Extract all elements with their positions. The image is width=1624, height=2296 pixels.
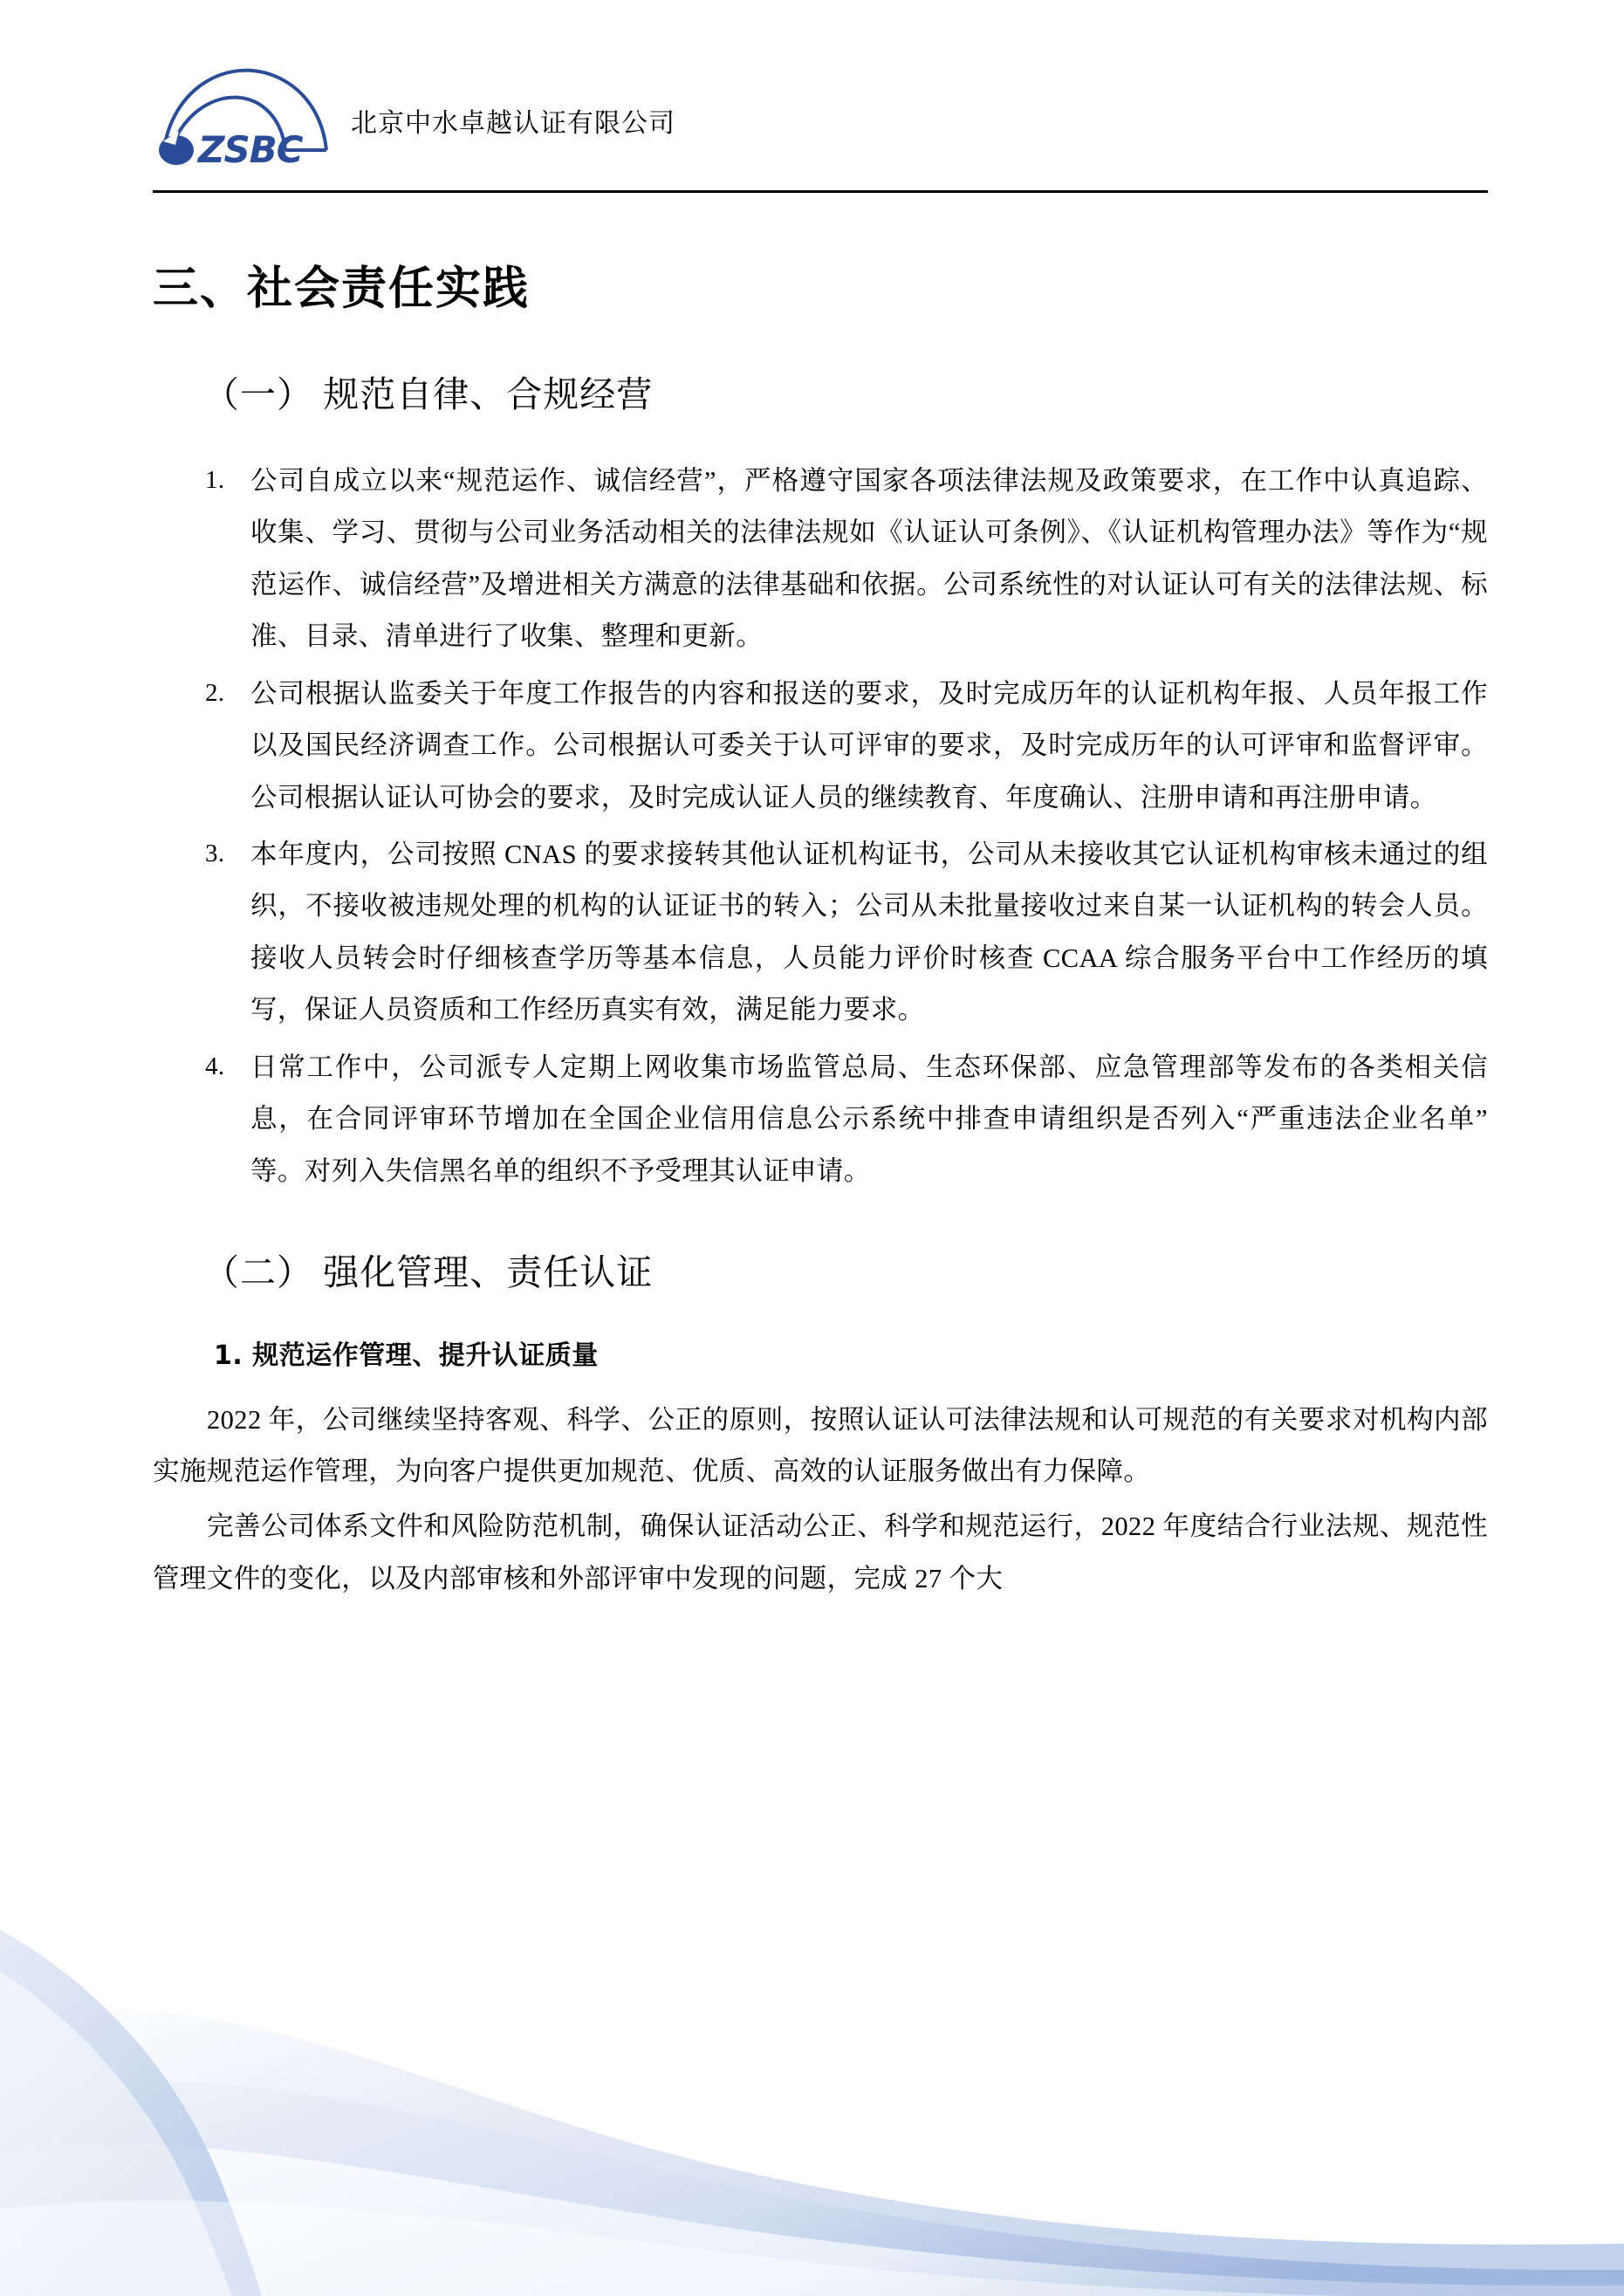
subsection-heading-1: （一） 规范自律、合规经营 bbox=[203, 374, 654, 415]
list-item-text: 日常工作中，公司派专人定期上网收集市场监管总局、生态环保部、应急管理部等发布的各类相关信息，在合同评审环节增加在全国企业信用信息公示系统中排查申请组织是否列入“严重违法企业名单”等。对列入失信黑名单的组织不予受理其认证申请。 bbox=[250, 1052, 1488, 1186]
header-divider bbox=[153, 190, 1488, 193]
list-item bbox=[153, 829, 1488, 1037]
page-title: 三、社会责任实践 bbox=[153, 263, 531, 315]
document-content bbox=[153, 262, 1488, 1608]
subsection-heading-2: （二） 强化管理、责任认证 bbox=[203, 1252, 654, 1293]
list-item-text: 公司根据认监委关于年度工作报告的内容和报送的要求，及时完成历年的认证机构年报、人员年报工作以及国民经济调查工作。公司根据认可委关于认可评审的要求，及时完成历年的认可评审和监督评审。公司根据认证认可协会的要求，及时完成认证人员的继续教育、年度确认、注册申请和再注册申请。 bbox=[250, 678, 1488, 812]
list-item bbox=[153, 456, 1488, 663]
company-name: 北京中水卓越认证有限公司 bbox=[351, 108, 675, 139]
decorative-wave-graphic bbox=[0, 1755, 1624, 2296]
body-paragraph: 2022 年，公司继续坚持客观、科学、公正的原则，按照认证认可法律法规和认可规范的有关要求对机构内部实施规范运作管理，为向客户提供更加规范、优质、高效的认证服务做出有力保障。 bbox=[153, 1404, 1488, 1487]
list-item bbox=[153, 1042, 1488, 1197]
body-paragraph: 完善公司体系文件和风险防范机制，确保认证活动公正、科学和规范运行，2022 年度结合行业法规、规范性管理文件的变化，以及内部审核和外部评审中发现的问题，完成 27 个大 bbox=[153, 1511, 1488, 1593]
subsection-2-item-heading: 1. 规范运作管理、提升认证质量 bbox=[214, 1340, 599, 1371]
numbered-list-1 bbox=[153, 456, 1488, 1198]
company-logo bbox=[153, 44, 340, 166]
list-marker: 1. bbox=[205, 465, 225, 494]
list-item-text: 公司自成立以来“规范运作、诚信经营”，严格遵守国家各项法律法规及政策要求，在工作中认真追踪、收集、学习、贯彻与公司业务活动相关的法律法规如《认证认可条例》、《认证机构管理办法》等作为“规范运作、诚信经营”及增进相关方满意的法律基础和依据。公司系统性的对认证认可有关的法律法规、标准、目录、清单进行了收集、整理和更新。 bbox=[250, 465, 1488, 652]
list-marker: 4. bbox=[205, 1052, 225, 1080]
zsbc-logo-icon bbox=[153, 44, 340, 166]
list-marker: 2. bbox=[205, 678, 225, 707]
logo-wordmark: ZSBC bbox=[198, 128, 303, 166]
list-item bbox=[153, 668, 1488, 824]
list-marker: 3. bbox=[205, 839, 225, 867]
list-item-text: 本年度内，公司按照 CNAS 的要求接转其他认证机构证书，公司从未接收其它认证机构审核未通过的组织，不接收被违规处理的机构的认证证书的转入；公司从未批量接收过来自某一认证机构的转会人员。接收人员转会时仔细核查学历等基本信息，人员能力评价时核查 CCAA 综合服务平台中工作经历的填写，保证人员资质和工作经历真实有效，满足能力要求。 bbox=[250, 839, 1488, 1025]
page-header bbox=[153, 35, 1488, 190]
